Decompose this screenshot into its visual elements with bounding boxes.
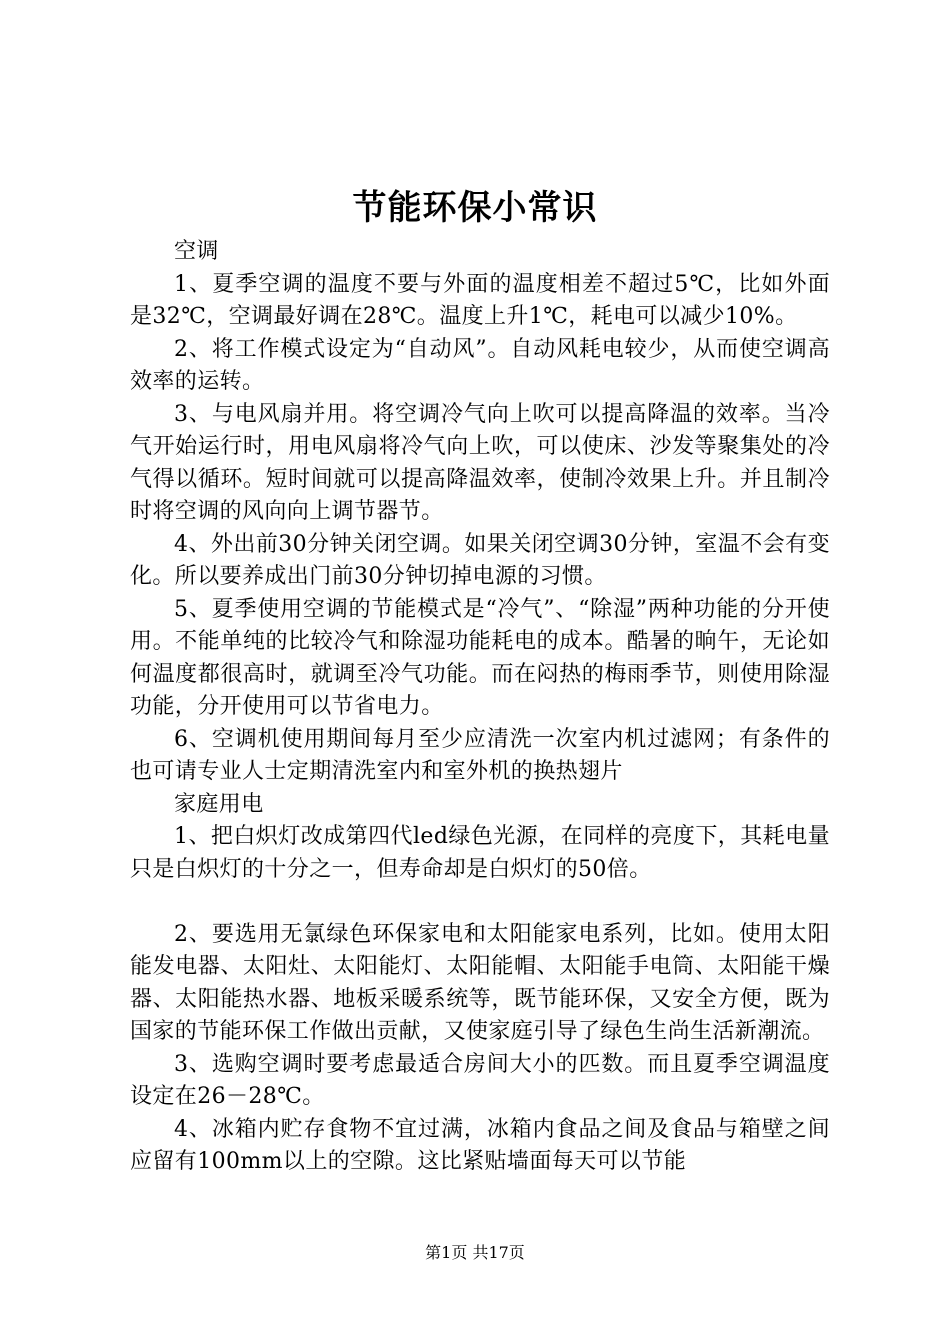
paragraph: 3、选购空调时要考虑最适合房间大小的匹数。而且夏季空调温度设定在26－28℃。 [130, 1051, 830, 1109]
paragraph: 2、将工作模式设定为“自动风”。自动风耗电较少，从而使空调高效率的运转。 [130, 336, 830, 394]
paragraph: 6、空调机使用期间每月至少应清洗一次室内机过滤网；有条件的也可请专业人士定期清洗室内和室外机的换热翅片 [130, 726, 830, 784]
paragraph: 4、冰箱内贮存食物不宜过满，冰箱内食品之间及食品与箱壁之间应留有100mm以上的空隙。这比紧贴墙面每天可以节能 [130, 1116, 830, 1174]
section-heading-air-conditioner: 空调 [174, 239, 219, 264]
paragraph: 5、夏季使用空调的节能模式是“冷气”、“除湿”两种功能的分开使用。不能单纯的比较冷气和除湿功能耗电的成本。酷暑的晌午，无论如何温度都很高时，就调至冷气功能。而在闷热的梅雨季节，则使用除湿功能，分开使用可以节省电力。 [130, 596, 830, 719]
paragraph: 1、把白炽灯改成第四代led绿色光源，在同样的亮度下，其耗电量只是白炽灯的十分之一，但寿命却是白炽灯的50倍。 [130, 824, 830, 882]
page-footer: 第1页 共17页 [425, 1243, 525, 1262]
paragraph: 3、与电风扇并用。将空调冷气向上吹可以提高降温的效率。当冷气开始运行时，用电风扇将冷气向上吹，可以使床、沙发等聚集处的冷气得以循环。短时间就可以提高降温效率，使制冷效果上升。并且制冷时将空调的风向向上调节器节。 [130, 401, 830, 524]
document-title: 节能环保小常识 [352, 188, 598, 228]
paragraph: 4、外出前30分钟关闭空调。如果关闭空调30分钟，室温不会有变化。所以要养成出门前30分钟切掉电源的习惯。 [130, 531, 830, 589]
document-body [130, 236, 830, 1179]
paragraph: 2、要选用无氯绿色环保家电和太阳能家电系列，比如。使用太阳能发电器、太阳灶、太阳能灯、太阳能帽、太阳能手电筒、太阳能干燥器、太阳能热水器、地板采暖系统等，既节能环保，又安全方便，既为国家的节能环保工作做出贡献，又使家庭引导了绿色生尚生活新潮流。 [130, 921, 830, 1044]
section-heading-home-electricity: 家庭用电 [174, 791, 264, 817]
paragraph: 1、夏季空调的温度不要与外面的温度相差不超过5℃，比如外面是32℃，空调最好调在28℃。温度上升1℃，耗电可以减少10%。 [130, 271, 830, 329]
